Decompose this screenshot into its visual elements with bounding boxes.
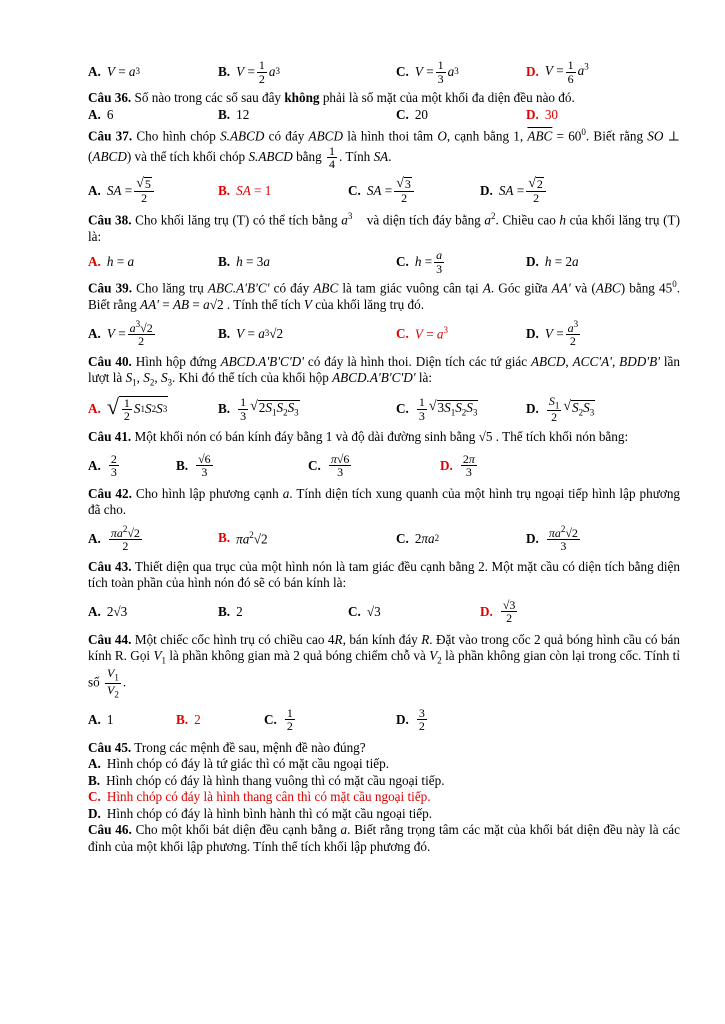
q36-option-b: B. 12 xyxy=(218,106,250,122)
q40-option-d: D. $\frac{S_1}{2}$ √ $S_2S_3$ xyxy=(526,393,595,425)
q39-option-b: B. V = a 3 √2 xyxy=(218,325,284,341)
q40-option-a: A. √ $\frac{1}{2}$ S 1 S 2 S 3 xyxy=(88,393,168,424)
q40-option-b: B. $\frac{1}{3}$ √ $2S_1S_2S_3$ xyxy=(218,395,299,423)
q43-option-d: D. $\frac{√3}{2}$ xyxy=(480,597,516,626)
q44-options xyxy=(88,700,680,740)
q38-option-b: B. h = 3 a xyxy=(218,254,270,270)
q42-options xyxy=(88,519,680,559)
q45-option-b: B. Hình chóp có đáy là hình thang vuông thì có mặt cầu ngoại tiếp. xyxy=(88,772,445,788)
q38-option-d: D. h = 2 a xyxy=(526,254,579,270)
q37-option-c: C. SA = √ 3 2 xyxy=(348,177,480,205)
q43-text: Câu 43. Thiết diện qua trục của một hình nón là tam giác đều cạnh bằng 2. Một mặt cầu có diện tích bằng diện tích toàn phần của hình nón đó sẽ có bán kính là: xyxy=(88,558,680,591)
q38-options xyxy=(88,245,680,279)
exam-page xyxy=(88,58,680,855)
q42-option-d: D. $\frac{\pi a^2√2}{3}$ xyxy=(526,523,578,554)
q43-option-b: B. 2 xyxy=(218,603,243,619)
q35-options xyxy=(88,58,680,86)
q35-option-b: B. V = $\frac{1}{2}$ a 3 xyxy=(218,57,280,86)
q36-option-d: D. 30 xyxy=(526,106,559,122)
q36-option-a: A. 6 xyxy=(88,106,114,122)
q44-option-d: D. $\frac{3}{2}$ xyxy=(396,705,425,734)
q42-option-c: C. 2 πa 2 xyxy=(396,530,440,546)
q45-text: Câu 45. Trong các mệnh đề sau, mệnh đề nào đúng? xyxy=(88,739,366,755)
q39-options xyxy=(88,314,680,354)
q45-option-a: A. Hình chóp có đáy là tứ giác thì có mặt cầu ngoại tiếp. xyxy=(88,756,389,772)
q37-option-d: D. SA = √ 2 2 xyxy=(480,177,548,205)
q43-options xyxy=(88,592,680,632)
q44-text: Câu 44. Một chiếc cốc hình trụ có chiều cao 4R, bán kính đáy R. Đặt vào trong cốc 2 quả bóng hình cầu có bán kính R. Gọi $V_1$ là phần không gian mà 2 quả bóng chiếm chỗ và $V_2$ là phần không gian còn lại trong cốc. Tính tỉ số $\frac{V_1}{V_2}$ . xyxy=(88,631,680,700)
q41-text: Câu 41. Một khối nón có bán kính đáy bằng 1 và độ dài đường sinh bằng √5 . Thể tích khối nón bằng: xyxy=(88,429,629,445)
q37-options xyxy=(88,171,680,211)
q45-option-d: D. Hình chóp có đáy là hình bình hành thì có mặt cầu ngoại tiếp. xyxy=(88,805,433,821)
q35-option-c: C. V = $\frac{1}{3}$ a 3 xyxy=(396,57,459,86)
q41-options xyxy=(88,446,680,486)
q37-option-b: B. SA = 1 xyxy=(218,182,272,198)
q40-option-c: C. $\frac{1}{3}$ √ $3S_1S_2S_3$ xyxy=(396,395,478,423)
q46-text: Câu 46. Cho một khối bát diện đều cạnh bằng a. Biết rằng trọng tâm các mặt của khối bát diện đều này là các đỉnh của một khối lập phương. Tính thể tích khối lập phương đó. xyxy=(88,822,681,854)
q39-text: Câu 39. Cho lăng trụ ABC.A'B'C' có đáy ABC là tam giác vuông cân tại A. Góc giữa AA' và (ABC) bằng $45^0$. Biết rằng AA' = AB = a√2 . Tính thể tích V của khối lăng trụ đó. xyxy=(88,279,680,313)
q40-options xyxy=(88,389,680,429)
q41-option-d: D. $\frac{2\pi}{3}$ xyxy=(440,451,475,480)
q38-option-c: C. h = $\frac{a}{3}$ xyxy=(396,248,443,276)
q44-option-b: B. 2 xyxy=(176,711,201,727)
q44-option-c: C. $\frac{1}{2}$ xyxy=(264,705,293,734)
q38-text: Câu 38. Cho khối lăng trụ (T) có thể tích bằng $a^3$ và diện tích đáy bằng $a^2$. Chiều cao h của khối lăng trụ (T) là: xyxy=(88,211,680,244)
q36-option-c: C. 20 xyxy=(396,106,429,122)
q38-option-a: A. h = a xyxy=(88,254,135,270)
q42-text: Câu 42. Cho hình lập phương cạnh a. Tính diện tích xung quanh của một hình trụ ngoại tiếp hình lập phương đã cho. xyxy=(88,485,681,518)
q39-option-d: D. V = $\frac{a^3}{2}$ xyxy=(526,318,579,349)
q41-option-b: B. $\frac{√6}{3}$ xyxy=(176,451,211,480)
q39-option-c: C. $V = a^3$ xyxy=(396,324,449,342)
q43-option-a: A. 2√3 xyxy=(88,603,128,619)
q36-options xyxy=(88,107,680,124)
q41-option-c: C. $\frac{\pi√6}{3}$ xyxy=(308,451,350,480)
q39-option-a: A. V = $\frac{a^3√2}{2}$ xyxy=(88,318,153,349)
q35-option-a: A. V = a 3 xyxy=(88,63,141,79)
q37-option-a: A. SA = √ 5 2 xyxy=(88,177,218,205)
q40-text: Câu 40. Hình hộp đứng ABCD.A'B'C'D' có đáy là hình thoi. Diện tích các tứ giác ABCD, ACC'A', BDD'B' lần lượt là $S_1$, $S_2$, $S_3$. Khi đó thể tích của khối hộp ABCD.A'B'C'D' là: xyxy=(88,353,680,388)
q44-option-a: A. 1 xyxy=(88,711,114,727)
q43-option-c: C. √3 xyxy=(348,603,381,619)
q42-option-a: A. $\frac{\pi a^2√2}{2}$ xyxy=(88,523,140,554)
q42-option-b: B. $\pi a^2√2$ xyxy=(218,529,268,547)
q41-option-a: A. $\frac{2}{3}$ xyxy=(88,451,117,480)
q36-text: Câu 36. Số nào trong các số sau đây không phải là số mặt của một khối đa diện đều nào đó. xyxy=(88,90,575,105)
q35-option-d: D. V = $\frac{1}{6}$ $a^3$ xyxy=(526,57,589,86)
q37-text: Câu 37. Cho hình chóp S.ABCD có đáy ABCD là hình thoi tâm O, cạnh bằng 1, $\overline{ABC} = 60^0$. Biết rằng SO ⊥ (ABCD) và thể tích khối chóp S.ABCD bằng $\frac{1}{4}$ . Tính SA. xyxy=(88,127,681,172)
q45-option-c: C. Hình chóp có đáy là hình thang cân thì có mặt cầu ngoại tiếp. xyxy=(88,789,431,805)
